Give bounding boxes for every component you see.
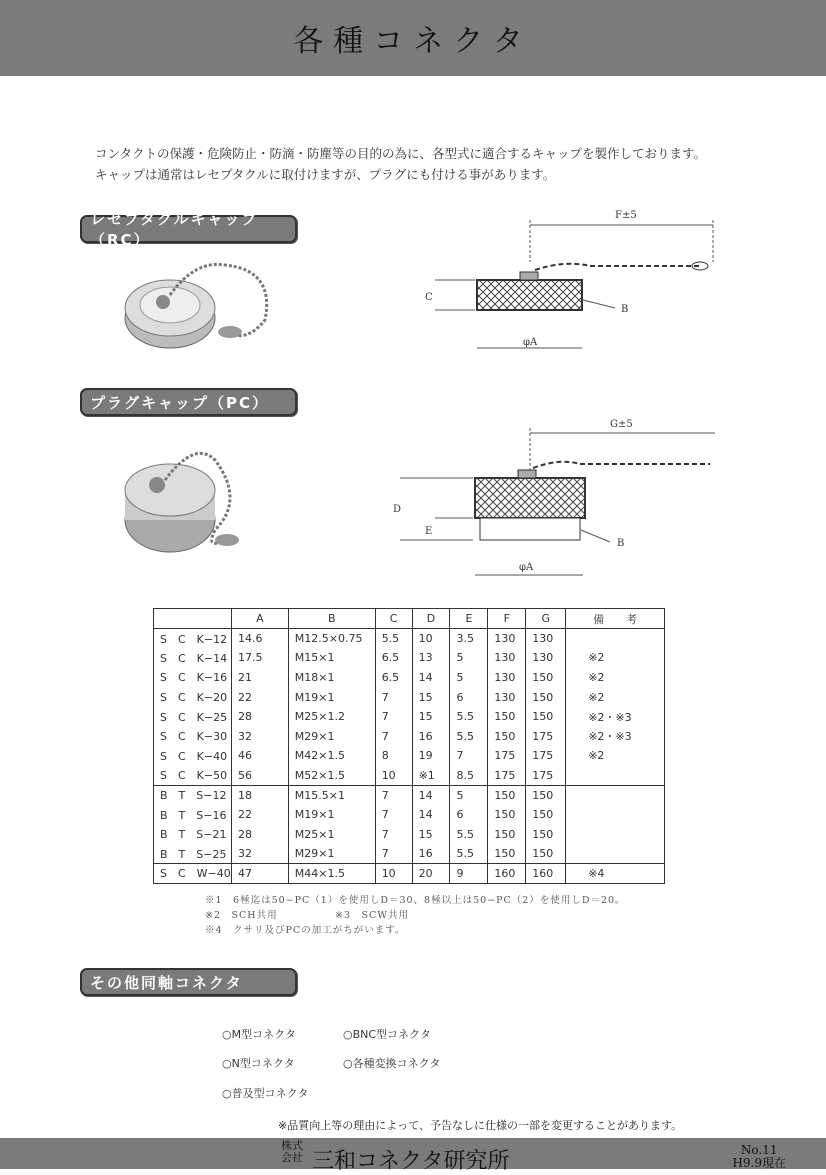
table-cell: 175 — [488, 766, 526, 786]
note-3: ※3 SCW共用 — [335, 910, 410, 921]
table-cell: M15.5×1 — [288, 785, 375, 805]
table-cell: 46 — [231, 746, 288, 766]
table-cell: 14 — [412, 668, 450, 688]
table-cell: 150 — [526, 687, 566, 707]
table-cell: 150 — [488, 726, 526, 746]
table-row — [154, 844, 665, 864]
table-cell: 7 — [450, 746, 488, 766]
table-cell: 5.5 — [450, 707, 488, 727]
table-row — [154, 805, 665, 825]
table-cell — [566, 805, 665, 825]
table-cell: M12.5×0.75 — [288, 629, 375, 649]
table-cell: M42×1.5 — [288, 746, 375, 766]
table-cell: 5.5 — [450, 844, 488, 864]
table-cell: M44×1.5 — [288, 864, 375, 884]
note-4: ※4 クサリ及びPCの加工がちがいます。 — [205, 925, 406, 936]
column-header: B — [288, 609, 375, 629]
table-cell: 17.5 — [231, 648, 288, 668]
table-cell: ※2・※3 — [566, 726, 665, 746]
table-cell: 130 — [488, 687, 526, 707]
intro-text — [95, 143, 706, 185]
table-cell: 130 — [488, 668, 526, 688]
column-header: F — [488, 609, 526, 629]
table-cell: 28 — [231, 824, 288, 844]
page-info — [732, 1144, 786, 1170]
table-cell: 150 — [526, 785, 566, 805]
table-cell: 130 — [488, 648, 526, 668]
table-cell: 15 — [412, 687, 450, 707]
table-cell: 8.5 — [450, 766, 488, 786]
page-title: 各種コネクタ — [293, 24, 533, 59]
note-1: ※1 6極迄は50−PC（1）を使用しD＝30、8極以上は50−PC（2）を使用しD＝20。 — [205, 895, 626, 906]
table-cell: ※2 — [566, 648, 665, 668]
corp-type: 株式会社 — [281, 1139, 303, 1164]
table-cell: M52×1.5 — [288, 766, 375, 786]
table-cell: 150 — [526, 844, 566, 864]
table-row — [154, 766, 665, 786]
table-cell: 150 — [526, 805, 566, 825]
other-connector-item: ○普及型コネクタ — [222, 1087, 309, 1100]
dim-a-label: φA — [519, 562, 534, 573]
table-cell: ※2 — [566, 668, 665, 688]
intro-line: コンタクトの保護・危険防止・防滴・防塵等の目的の為に、各型式に適合するキャップを製作しております。 — [95, 146, 707, 161]
plug-cap-drawing — [385, 410, 735, 585]
table-cell: 150 — [526, 824, 566, 844]
table-cell: ※2 — [566, 687, 665, 707]
table-cell: 5 — [450, 668, 488, 688]
table-cell: 19 — [412, 746, 450, 766]
table-cell: 150 — [488, 805, 526, 825]
table-cell: 22 — [231, 805, 288, 825]
table-cell: 20 — [412, 864, 450, 884]
table-cell: B T S−12 — [154, 785, 232, 805]
table-cell: S C K−40 — [154, 746, 232, 766]
table-cell: 150 — [488, 707, 526, 727]
table-cell: S C K−14 — [154, 648, 232, 668]
table-row — [154, 746, 665, 766]
table-cell: S C K−16 — [154, 668, 232, 688]
other-connector-item: ○各種変換コネクタ — [343, 1057, 441, 1070]
dim-b-label: B — [621, 304, 629, 315]
table-cell: 130 — [488, 629, 526, 649]
dim-f-label: F±5 — [615, 210, 637, 221]
other-connector-item: ○M型コネクタ — [222, 1028, 296, 1041]
table-row — [154, 785, 665, 805]
table-cell: 7 — [375, 844, 412, 864]
table-cell: 3.5 — [450, 629, 488, 649]
table-cell: 6.5 — [375, 668, 412, 688]
table-notes — [205, 893, 626, 938]
table-cell: 10 — [375, 864, 412, 884]
table-cell: 7 — [375, 726, 412, 746]
other-connector-item: ○N型コネクタ — [222, 1057, 295, 1070]
table-row — [154, 726, 665, 746]
table-cell: M18×1 — [288, 668, 375, 688]
table-cell: 32 — [231, 844, 288, 864]
table-cell: 7 — [375, 824, 412, 844]
table-cell: 9 — [450, 864, 488, 884]
column-header: A — [231, 609, 288, 629]
section-heading-text: プラグキャップ（PC） — [90, 393, 270, 412]
table-cell: S C K−30 — [154, 726, 232, 746]
table-cell: M29×1 — [288, 726, 375, 746]
dim-c-label: C — [425, 292, 433, 303]
table-row — [154, 707, 665, 727]
table-cell: 5 — [450, 785, 488, 805]
table-cell: 150 — [488, 844, 526, 864]
table-row — [154, 824, 665, 844]
table-cell: 8 — [375, 746, 412, 766]
table-cell: 7 — [375, 785, 412, 805]
table-cell: 5 — [450, 648, 488, 668]
plug-cap-photo — [115, 440, 305, 570]
table-cell: 56 — [231, 766, 288, 786]
dim-e-label: E — [425, 526, 433, 537]
footer-bar — [0, 1138, 826, 1174]
section-heading-pc — [80, 388, 297, 416]
column-header: C — [375, 609, 412, 629]
table-row — [154, 648, 665, 668]
disclaimer: ※品質向上等の理由によって、予告なしに仕様の一部を変更することがあります。 — [278, 1119, 683, 1132]
table-cell: ※2・※3 — [566, 707, 665, 727]
table-cell: 47 — [231, 864, 288, 884]
table-cell: 15 — [412, 824, 450, 844]
table-cell: 16 — [412, 844, 450, 864]
table-cell — [566, 824, 665, 844]
table-cell: ※2 — [566, 746, 665, 766]
table-cell: 150 — [488, 824, 526, 844]
table-cell: ※1 — [412, 766, 450, 786]
table-row — [154, 668, 665, 688]
table-cell: M25×1.2 — [288, 707, 375, 727]
edition-date: H9.9現在 — [732, 1156, 786, 1170]
table-cell — [566, 629, 665, 649]
table-cell: 175 — [488, 746, 526, 766]
column-header: G — [526, 609, 566, 629]
table-row — [154, 864, 665, 884]
title-bar — [0, 0, 826, 76]
table-cell: 15 — [412, 707, 450, 727]
table-cell: S C K−25 — [154, 707, 232, 727]
table-cell: 130 — [526, 629, 566, 649]
table-cell: 21 — [231, 668, 288, 688]
table-cell: 7 — [375, 707, 412, 727]
table-cell: S C W−40 — [154, 864, 232, 884]
table-cell — [566, 785, 665, 805]
table-cell: 5.5 — [375, 629, 412, 649]
note-2: ※2 SCH共用 — [205, 910, 278, 921]
table-cell: M19×1 — [288, 805, 375, 825]
receptacle-cap-photo — [115, 250, 305, 370]
table-row — [154, 629, 665, 649]
table-cell: 175 — [526, 766, 566, 786]
table-cell: 130 — [526, 648, 566, 668]
table-cell: B T S−21 — [154, 824, 232, 844]
table-cell: M15×1 — [288, 648, 375, 668]
table-cell: 175 — [526, 726, 566, 746]
column-header — [154, 609, 232, 629]
intro-line: キャップは通常はレセプタクルに取付けますが、プラグにも付ける事があります。 — [95, 167, 556, 182]
table-cell: 6 — [450, 805, 488, 825]
table-cell: 14 — [412, 785, 450, 805]
page-number: No.11 — [740, 1143, 778, 1157]
dim-b-label: B — [617, 538, 625, 549]
table-cell: 160 — [488, 864, 526, 884]
table-cell: M29×1 — [288, 844, 375, 864]
other-connector-item: ○BNC型コネクタ — [343, 1028, 431, 1041]
table-cell — [566, 766, 665, 786]
column-header: 備 考 — [566, 609, 665, 629]
table-cell: 150 — [526, 668, 566, 688]
table-cell: 7 — [375, 687, 412, 707]
receptacle-cap-drawing — [415, 200, 735, 360]
table-cell: B T S−16 — [154, 805, 232, 825]
table-cell: M19×1 — [288, 687, 375, 707]
cap-dimension-table — [153, 608, 665, 884]
table-cell — [566, 844, 665, 864]
table-cell: ※4 — [566, 864, 665, 884]
table-cell: 22 — [231, 687, 288, 707]
table-cell: B T S−25 — [154, 844, 232, 864]
dim-d-label: D — [393, 504, 402, 515]
table-cell: 32 — [231, 726, 288, 746]
table-cell: M25×1 — [288, 824, 375, 844]
table-row — [154, 687, 665, 707]
table-cell: 6.5 — [375, 648, 412, 668]
table-cell: 5.5 — [450, 726, 488, 746]
table-header-row — [154, 609, 665, 629]
table-cell: 16 — [412, 726, 450, 746]
table-cell: 14.6 — [231, 629, 288, 649]
table-cell: 10 — [412, 629, 450, 649]
table-cell: 160 — [526, 864, 566, 884]
dim-a-label: φA — [523, 337, 538, 348]
company-name: 三和コネクタ研究所 — [312, 1149, 510, 1174]
section-heading-text: レセプタクルキャップ（RC） — [90, 210, 259, 249]
table-cell: 150 — [526, 707, 566, 727]
section-heading-text: その他同軸コネクタ — [90, 973, 243, 992]
table-cell: 150 — [488, 785, 526, 805]
table-cell: 5.5 — [450, 824, 488, 844]
table-cell: 18 — [231, 785, 288, 805]
table-cell: S C K−20 — [154, 687, 232, 707]
table-cell: 10 — [375, 766, 412, 786]
section-heading-other — [80, 968, 297, 996]
table-cell: S C K−50 — [154, 766, 232, 786]
table-cell: 14 — [412, 805, 450, 825]
column-header: E — [450, 609, 488, 629]
table-cell: 7 — [375, 805, 412, 825]
section-heading-rc — [80, 210, 297, 249]
table-cell: S C K−12 — [154, 629, 232, 649]
column-header: D — [412, 609, 450, 629]
table-cell: 13 — [412, 648, 450, 668]
table-cell: 175 — [526, 746, 566, 766]
table-cell: 6 — [450, 687, 488, 707]
dim-g-label: G±5 — [610, 419, 633, 430]
table-cell: 28 — [231, 707, 288, 727]
